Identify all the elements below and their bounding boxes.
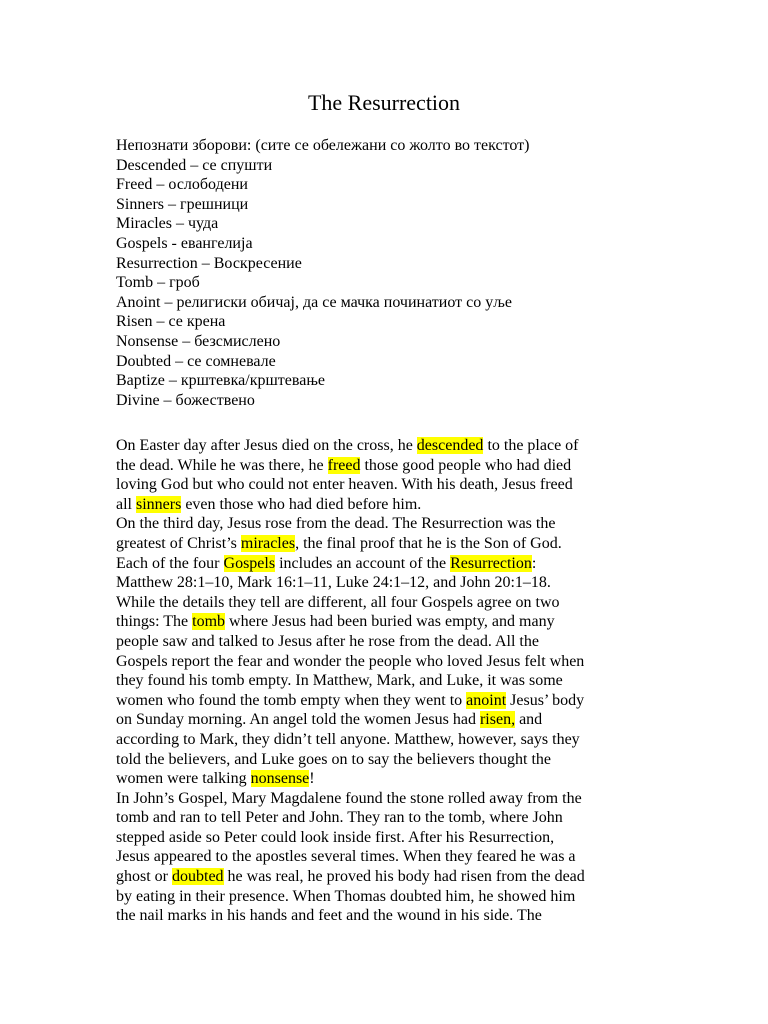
text-segment: women were talking [116,770,251,788]
text-segment: all [116,495,136,513]
text-line [116,906,656,926]
text-line [116,495,656,515]
text-line [116,730,656,750]
vocabulary-item: Tomb – гроб [116,274,200,292]
text-segment: to the place of [483,437,579,454]
vocabulary-item: Nonsense – безсмислено [116,332,281,350]
highlighted-word: risen, [479,711,516,729]
text-line [116,514,656,534]
text-segment: people saw and talked to Jesus after he rose from the dead. All the [116,632,539,650]
highlighted-word: sinners [136,495,182,513]
text-line [116,652,656,672]
text-line [116,808,656,828]
highlighted-word: miracles [240,534,296,552]
text-line [116,456,656,476]
text-line [116,887,656,907]
vocabulary-item: Doubted – се сомневале [116,352,276,370]
text-segment: Matthew 28:1–10, Mark 16:1–11, Luke 24:1–12, and John 20:1–18. [116,574,551,592]
highlighted-word: Resurrection [450,554,532,572]
text-line [116,867,656,887]
text-line [116,612,656,632]
vocabulary-item: Resurrection – Воскресение [116,254,302,272]
text-line [116,710,656,730]
text-line [116,847,656,867]
vocabulary-heading: Непознати зборови: (сите се обележани со жолто во текстот) [116,137,530,154]
vocabulary-item: Risen – се крена [116,313,226,331]
text-segment: Jesus appeared to the apostles several times. When they feared he was a [116,848,576,866]
vocabulary-list [116,136,676,410]
text-segment: , the final proof that he is the Son of God. [295,534,562,552]
vocabulary-item: Miracles – чуда [116,215,219,233]
text-line [116,789,656,809]
text-segment: ! [309,770,315,788]
text-segment: On the third day, Jesus rose from the dead. The Resurrection was the [116,515,556,533]
text-segment: where Jesus had been buried was empty, and many [225,613,555,631]
text-segment: and [515,711,543,729]
text-segment: women who found the tomb empty when they went to [116,691,467,709]
text-segment: according to Mark, they didn’t tell anyone. Matthew, however, says they [116,730,580,748]
text-segment: includes an account of the [275,554,451,572]
text-segment: told the believers, and Luke goes on to say the believers thought the [116,750,551,768]
text-line [116,534,656,554]
highlighted-word: doubted [172,868,224,886]
text-segment: they found his tomb empty. In Matthew, Mark, and Luke, it was some [116,672,563,690]
text-line [116,769,656,789]
vocabulary-item: Divine – божествено [116,391,255,409]
text-line [116,691,656,711]
text-segment: In John’s Gospel, Mary Magdalene found the stone rolled away from the [116,789,582,807]
text-segment: the dead. While he was there, he [116,456,328,474]
text-segment: even those who had died before him. [181,495,422,513]
text-segment: Each of the four [116,554,224,572]
page-title: The Resurrection [307,90,461,115]
text-segment: stepped aside so Peter could look inside first. After his Resurrection, [116,828,555,846]
highlighted-word: tomb [192,613,226,631]
text-segment: loving God but who could not enter heaven. With his death, Jesus freed [116,476,573,494]
text-segment: greatest of Christ’s [116,534,241,552]
vocabulary-item: Sinners – грешници [116,195,249,213]
text-segment: he was real, he proved his body had risen from the dead [223,868,585,886]
highlighted-word: descended [416,437,484,454]
text-line [116,828,656,848]
text-segment: Jesus’ body [506,691,585,709]
text-segment: the nail marks in his hands and feet and the wound in his side. The [116,907,542,925]
text-line [116,671,656,691]
text-segment: : [531,554,537,572]
text-segment: things: The [116,613,193,631]
vocabulary-item: Freed – ослободени [116,176,248,194]
text-line [116,573,656,593]
vocabulary-item: Anoint – религиски обичај, да се мачка починатиот со уље [116,293,512,311]
text-segment: on Sunday morning. An angel told the women Jesus had [116,711,480,729]
text-line [116,475,656,495]
text-line [116,554,656,574]
highlighted-word: nonsense [250,770,310,788]
text-line [116,750,656,770]
text-segment: Gospels report the fear and wonder the people who loved Jesus felt when [116,652,585,670]
text-segment: by eating in their presence. When Thomas doubted him, he showed him [116,887,576,905]
vocabulary-item: Gospels - евангелија [116,234,253,252]
text-line [116,436,656,456]
text-segment: On Easter day after Jesus died on the cross, he [116,437,417,454]
text-line [116,632,656,652]
highlighted-word: freed [327,456,361,474]
text-segment: those good people who had died [360,456,572,474]
text-segment: While the details they tell are different, all four Gospels agree on two [116,593,560,611]
text-segment: ghost or [116,868,172,886]
vocabulary-item: Baptize – крштевка/крштевање [116,372,325,390]
highlighted-word: Gospels [223,554,276,572]
body-text [116,436,656,926]
highlighted-word: anoint [466,691,507,709]
text-line [116,593,656,613]
text-segment: tomb and ran to tell Peter and John. They ran to the tomb, where John [116,809,563,827]
vocabulary-item: Descended – се спушти [116,156,273,174]
